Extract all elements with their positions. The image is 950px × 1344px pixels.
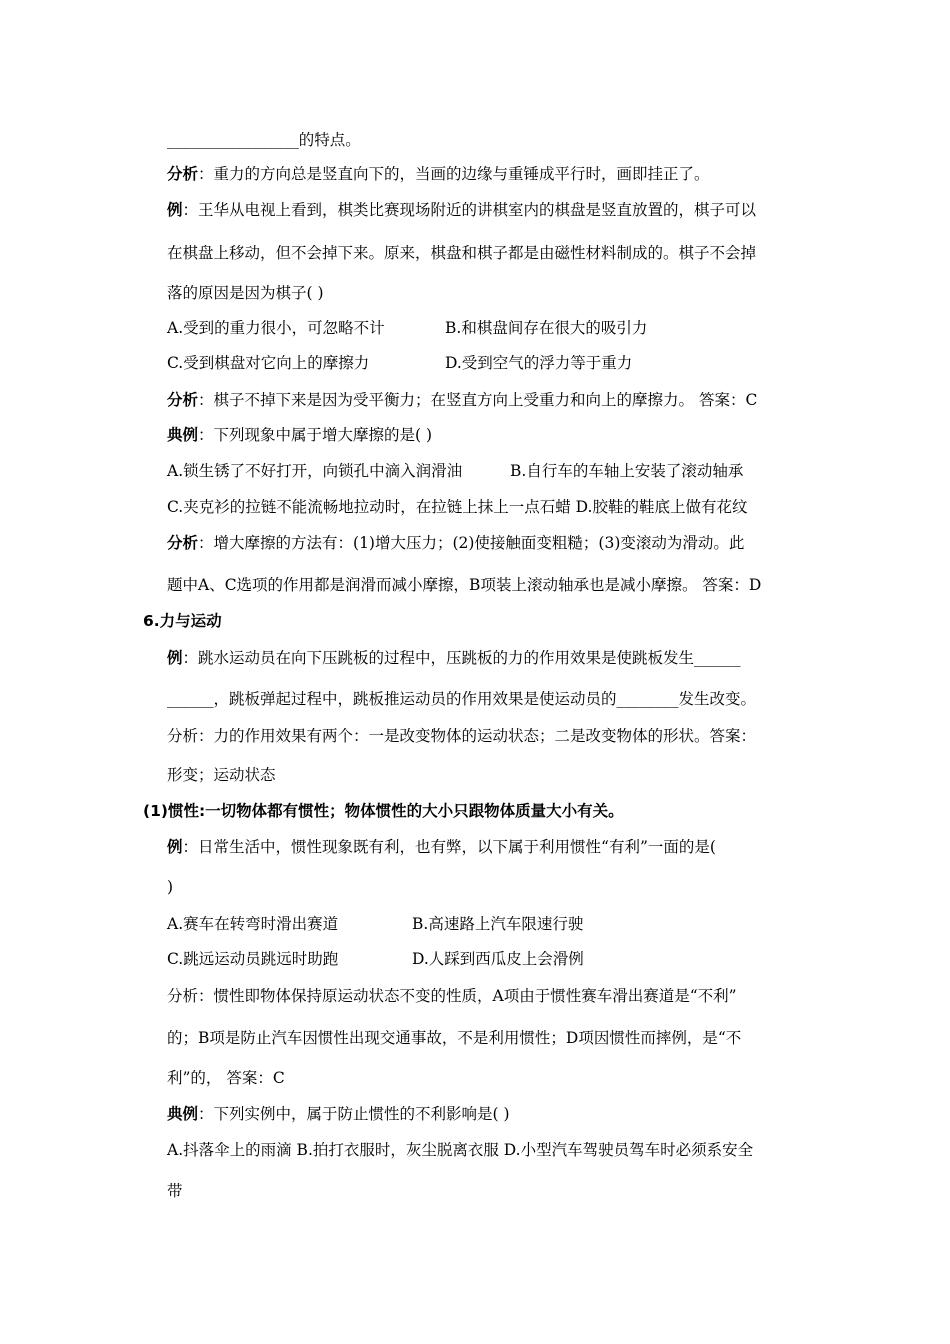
analysis-label: 分析	[167, 534, 199, 552]
subsection-heading: (1)惯性:一切物体都有惯性；物体惯性的大小只跟物体质量大小有关。	[143, 802, 624, 820]
answer-line: 形变；运动状态	[167, 766, 276, 784]
typical-example-label: 典例	[167, 1105, 199, 1123]
typical-example-text: ：下列实例中，属于防止惯性的不利影响是( )	[198, 1105, 510, 1123]
example-text: ：王华从电视上看到，棋类比赛现场附近的讲棋室内的棋盘是竖直放置的，棋子可以	[182, 201, 757, 219]
text-line: ______，跳板弹起过程中，跳板推运动员的作用效果是使运动员的________发生改变。	[167, 690, 757, 708]
typical-example-label: 典例	[167, 426, 199, 444]
option-c: C.受到棋盘对它向上的摩擦力	[167, 354, 370, 372]
option-d: D.受到空气的浮力等于重力	[445, 354, 633, 372]
option-c: C.跳远运动员跳远时助跑	[167, 950, 339, 968]
analysis-line	[167, 533, 744, 553]
analysis-line	[167, 164, 710, 184]
option-d: D.人踩到西瓜皮上会滑例	[412, 950, 584, 968]
text-line: 落的原因是因为棋子( )	[167, 284, 324, 302]
section-heading: 6.力与运动	[143, 612, 222, 630]
option-line: A.抖落伞上的雨滴 B.拍打衣服时，灰尘脱离衣服 D.小型汽车驾驶员驾车时必须系安全	[167, 1141, 754, 1159]
text-line: 题中A、C选项的作用都是润滑而减小摩擦，B项装上滚动轴承也是减小摩擦。 答案：D	[167, 576, 762, 594]
example-line	[167, 648, 741, 668]
text-line: 在棋盘上移动，但不会掉下来。原来，棋盘和棋子都是由磁性材料制成的。棋子不会掉	[167, 244, 757, 262]
text-line: _________________的特点。	[167, 131, 361, 149]
example-label: 例	[167, 649, 183, 667]
example-label: 例	[167, 838, 183, 856]
analysis-text: ：重力的方向总是竖直向下的，当画的边缘与重锤成平行时，画即挂正了。	[198, 165, 710, 183]
option-a: A.锁生锈了不好打开，向锁孔中滴入润滑油	[167, 462, 463, 480]
example-text: ：跳水运动员在向下压跳板的过程中，压跳板的力的作用效果是使跳板发生______	[182, 649, 741, 667]
option-line	[167, 318, 647, 338]
option-line: C.夹克衫的拉链不能流畅地拉动时，在拉链上抹上一点石蜡 D.胶鞋的鞋底上做有花纹	[167, 498, 748, 516]
analysis-text: ：棋子不掉下来是因为受平衡力；在竖直方向上受重力和向上的摩擦力。 答案：C	[198, 391, 758, 409]
option-a: A.受到的重力很小，可忽略不计	[167, 319, 385, 337]
answer-line: 利”的， 答案：C	[167, 1069, 285, 1087]
analysis-label: 分析	[167, 391, 199, 409]
text-line: )	[167, 878, 174, 896]
option-line	[167, 353, 632, 373]
analysis-text: ：增大摩擦的方法有：(1)增大压力；(2)使接触面变粗糙；(3)变滚动为滑动。此	[198, 534, 745, 552]
typical-example-line	[167, 425, 432, 445]
option-line	[167, 461, 743, 481]
option-b: B.自行车的车轴上安装了滚动轴承	[510, 462, 744, 480]
analysis-line	[167, 390, 757, 410]
analysis-line: 分析：力的作用效果有两个：一是改变物体的运动状态；二是改变物体的形状。答案：	[167, 727, 757, 745]
text-line: 的；B项是防止汽车因惯性出现交通事故，不是利用惯性；D项因惯性而摔例，是“不	[167, 1029, 742, 1047]
option-b: B.和棋盘间存在很大的吸引力	[445, 319, 648, 337]
option-a: A.赛车在转弯时滑出赛道	[167, 915, 339, 933]
option-line	[167, 949, 584, 969]
example-line	[167, 200, 756, 220]
typical-example-text: ：下列现象中属于增大摩擦的是( )	[198, 426, 433, 444]
option-b: B.高速路上汽车限速行驶	[412, 915, 584, 933]
typical-example-line	[167, 1104, 510, 1124]
example-text: ：日常生活中，惯性现象既有利，也有弊，以下属于利用惯性“有利”一面的是(	[182, 838, 716, 856]
text-line: 带	[167, 1182, 183, 1200]
example-line	[167, 837, 716, 857]
option-line	[167, 914, 583, 934]
example-label: 例	[167, 201, 183, 219]
analysis-line: 分析：惯性即物体保持原运动状态不变的性质，A项由于惯性赛车滑出赛道是“不利”	[167, 987, 737, 1005]
analysis-label: 分析	[167, 165, 199, 183]
